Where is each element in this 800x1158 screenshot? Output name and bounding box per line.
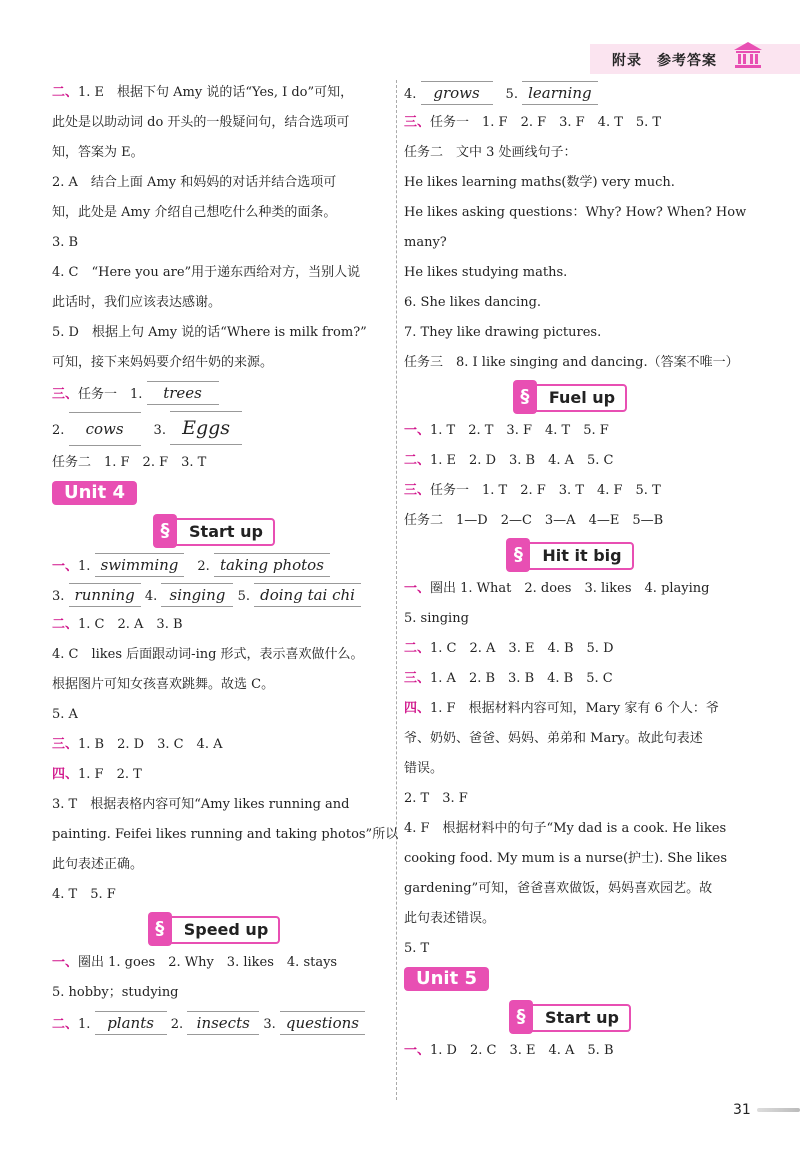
answer-line <box>404 664 744 694</box>
question-number: 三、 <box>52 737 79 752</box>
building-icon <box>732 40 764 70</box>
answer-text: 3. <box>259 1017 280 1032</box>
answer-line <box>404 476 744 506</box>
answer-text: 1. C 2. A 3. B <box>78 617 183 632</box>
answer-text: 任务二 文中 3 处画线句子： <box>404 145 577 160</box>
handwritten-answer: trees <box>147 378 219 408</box>
answer-text: 任务一 1. F 2. F 3. F 4. T 5. T <box>430 115 662 130</box>
handwritten-answer: Eggs <box>170 408 242 448</box>
answer-text: painting. Feifei likes running and taking photos”所以 <box>52 827 399 842</box>
answer-text: 4. <box>404 87 421 102</box>
answer-text: 5. D 根据上句 Amy 说的话“Where is milk from?” <box>52 325 367 340</box>
answer-line <box>52 640 384 670</box>
answer-text: 4. C likes 后面跟动词-ing 形式，表示喜欢做什么。 <box>52 647 364 662</box>
answer-line <box>404 874 744 904</box>
question-number: 三、 <box>404 671 431 686</box>
answer-line <box>404 694 744 724</box>
answer-text: 此句表述错误。 <box>404 911 496 926</box>
answer-line <box>52 378 384 408</box>
page-number-decoration <box>757 1108 800 1112</box>
handwritten-answer: learning <box>522 78 598 108</box>
answer-line <box>404 416 744 446</box>
unit-heading <box>52 478 384 512</box>
handwritten-answer: swimming <box>95 550 185 580</box>
answer-text: 3. T 根据表格内容可知“Amy likes running and <box>52 797 350 812</box>
section-heading <box>52 910 384 948</box>
handwritten-answer: taking photos <box>214 550 330 580</box>
answer-line <box>404 138 744 168</box>
answer-text: 2. <box>184 559 214 574</box>
question-number: 三、 <box>404 483 431 498</box>
answer-text: many? <box>404 235 447 250</box>
section-title-box <box>514 542 633 570</box>
section-title-box <box>517 1004 631 1032</box>
question-number: 一、 <box>404 423 431 438</box>
handwritten-answer: running <box>69 580 141 610</box>
answer-line <box>404 228 744 258</box>
answer-text: 2. T 3. F <box>404 791 468 806</box>
question-number: 一、 <box>52 559 79 574</box>
handwritten-answer: plants <box>95 1008 167 1038</box>
question-number: 一、 <box>404 1043 431 1058</box>
section-title: Hit it big <box>542 545 622 565</box>
answer-text: 7. They like drawing pictures. <box>404 325 602 340</box>
section-title-box <box>161 518 275 546</box>
answer-text: 3. <box>52 589 69 604</box>
answer-line <box>52 610 384 640</box>
answer-line <box>404 1036 744 1066</box>
answer-text: 任务三 8. I like singing and dancing.（答案不唯一） <box>404 355 739 370</box>
answer-text: 5. hobby；studying <box>52 985 179 1000</box>
answer-text: 5. singing <box>404 611 469 626</box>
answer-line <box>404 724 744 754</box>
header-title: 附录 参考答案 <box>612 53 717 69</box>
answer-text: 1. A 2. B 3. B 4. B 5. C <box>430 671 613 686</box>
answer-text: 此句表述正确。 <box>52 857 144 872</box>
answer-line <box>52 198 384 228</box>
answer-text: 1. F 2. T <box>78 767 142 782</box>
answer-text: 1. F 根据材料内容可知，Mary 家有 6 个人：爷 <box>430 701 719 716</box>
answer-line <box>52 820 399 850</box>
answer-line <box>52 408 384 448</box>
answer-line <box>404 904 744 934</box>
answer-text: 6. She likes dancing. <box>404 295 542 310</box>
section-title: Speed up <box>183 919 269 939</box>
answer-line <box>52 78 384 108</box>
answer-text: 此处是以助动词 do 开头的一般疑问句，结合选项可 <box>52 115 350 130</box>
answer-line <box>52 790 384 820</box>
section-title: Start up <box>189 521 263 541</box>
question-number: 二、 <box>404 641 431 656</box>
handwritten-answer: singing <box>161 580 233 610</box>
answer-line <box>52 168 384 198</box>
answer-line <box>404 348 744 378</box>
answer-line <box>404 814 744 844</box>
handwritten-answer: grows <box>421 78 493 108</box>
section-title: Fuel up <box>548 387 616 407</box>
answer-text: 1. E 根据下句 Amy 说的话“Yes, I do”可知， <box>78 85 354 100</box>
answer-text: 圈出 1. goes 2. Why 3. likes 4. stays <box>78 955 338 970</box>
answer-line <box>52 978 384 1008</box>
handwritten-answer: insects <box>187 1008 259 1038</box>
answer-text: He likes learning maths(数学) very much. <box>404 175 675 190</box>
answer-text: 任务一 1. <box>78 387 147 402</box>
page-number: 31 <box>733 1102 751 1118</box>
answer-line <box>404 108 744 138</box>
answer-line <box>52 850 384 880</box>
answer-text: 4. <box>140 589 162 604</box>
answer-text: 4. F 根据材料中的句子“My dad is a cook. He likes <box>404 821 727 836</box>
answer-line <box>52 348 384 378</box>
answer-text: 爷、奶奶、爸爸、妈妈、弟弟和 Mary。故此句表述 <box>404 731 703 746</box>
answer-text: 1. B 2. D 3. C 4. A <box>78 737 223 752</box>
answer-text: 1. T 2. T 3. F 4. T 5. F <box>430 423 609 438</box>
answer-text: 5. <box>492 87 523 102</box>
section-marker-icon: § <box>509 1000 533 1034</box>
answer-text: 3. <box>140 423 171 438</box>
question-number: 二、 <box>52 617 79 632</box>
answer-text: cooking food. My mum is a nurse(护士). She likes <box>404 851 728 866</box>
answer-line <box>404 934 744 964</box>
answer-line <box>52 948 384 978</box>
answer-line <box>52 258 384 288</box>
unit-badge: Unit 4 <box>52 481 137 505</box>
answer-text: He likes studying maths. <box>404 265 568 280</box>
left-column <box>52 78 399 1038</box>
answer-line <box>404 634 744 664</box>
answer-line <box>404 844 744 874</box>
answer-line <box>404 288 744 318</box>
answer-line <box>52 670 384 700</box>
section-marker-icon: § <box>513 380 537 414</box>
answer-text: 任务一 1. T 2. F 3. T 4. F 5. T <box>430 483 661 498</box>
question-number: 二、 <box>52 1017 79 1032</box>
answer-text: 任务二 1. F 2. F 3. T <box>52 455 207 470</box>
answer-line <box>404 258 744 288</box>
answer-text: 1. <box>78 559 95 574</box>
answer-line <box>52 448 384 478</box>
answer-text: 此话时，我们应该表达感谢。 <box>52 295 222 310</box>
answer-text: 5. T <box>404 941 430 956</box>
answer-text: gardening”可知，爸爸喜欢做饭，妈妈喜欢园艺。故 <box>404 881 713 896</box>
answer-text: 错误。 <box>404 761 444 776</box>
answer-line <box>404 78 744 108</box>
answer-line <box>404 506 744 536</box>
unit-heading <box>404 964 744 998</box>
answer-line <box>52 760 384 790</box>
answer-text: 4. T 5. F <box>52 887 116 902</box>
answer-text: 2. <box>52 423 69 438</box>
question-number: 一、 <box>404 581 431 596</box>
answer-line <box>52 108 384 138</box>
answer-line <box>404 604 744 634</box>
answer-line <box>52 318 384 348</box>
answer-line <box>52 550 384 580</box>
answer-line <box>52 288 384 318</box>
answer-line <box>404 784 744 814</box>
answer-text: 知，此处是 Amy 介绍自己想吃什么种类的面条。 <box>52 205 337 220</box>
section-heading <box>404 998 744 1036</box>
handwritten-answer: doing tai chi <box>254 580 361 610</box>
answer-text: 5. <box>233 589 255 604</box>
answer-line <box>52 580 384 610</box>
answer-text: 2. A 结合上面 Amy 和妈妈的对话并结合选项可 <box>52 175 337 190</box>
answer-text: 1. C 2. A 3. E 4. B 5. D <box>430 641 614 656</box>
answer-text: 3. B <box>52 235 79 250</box>
answer-line <box>52 730 384 760</box>
question-number: 一、 <box>52 955 79 970</box>
section-title-box <box>156 916 281 944</box>
answer-text: 圈出 1. What 2. does 3. likes 4. playing <box>430 581 710 596</box>
section-title-box <box>521 384 627 412</box>
answer-line <box>52 228 384 258</box>
unit-badge: Unit 5 <box>404 967 489 991</box>
section-heading <box>404 378 744 416</box>
question-number: 四、 <box>52 767 79 782</box>
answer-line <box>52 1008 384 1038</box>
answer-text: 可知，接下来妈妈要介绍牛奶的来源。 <box>52 355 274 370</box>
section-title: Start up <box>545 1007 619 1027</box>
answer-line <box>404 198 747 228</box>
question-number: 三、 <box>52 387 79 402</box>
answer-line <box>404 318 744 348</box>
right-column <box>404 78 747 1066</box>
handwritten-answer: cows <box>69 409 141 449</box>
handwritten-answer: questions <box>280 1008 365 1038</box>
answer-line <box>404 168 744 198</box>
answer-line <box>404 446 744 476</box>
question-number: 二、 <box>52 85 79 100</box>
answer-text: 根据图片可知女孩喜欢跳舞。故选 C。 <box>52 677 275 692</box>
answer-line <box>404 574 744 604</box>
answer-text: 1. D 2. C 3. E 4. A 5. B <box>430 1043 614 1058</box>
question-number: 二、 <box>404 453 431 468</box>
answer-text: 2. <box>166 1017 188 1032</box>
section-marker-icon: § <box>506 538 530 572</box>
section-heading <box>404 536 744 574</box>
answer-text: 1. <box>78 1017 95 1032</box>
answer-text: 4. C “Here you are”用于递东西给对方，当别人说 <box>52 265 361 280</box>
answer-text: He likes asking questions：Why? How? When? How <box>404 205 747 220</box>
answer-text: 1. E 2. D 3. B 4. A 5. C <box>430 453 614 468</box>
column-divider <box>396 80 397 1100</box>
answer-line <box>52 880 384 910</box>
answer-line <box>52 138 384 168</box>
question-number: 三、 <box>404 115 431 130</box>
question-number: 四、 <box>404 701 431 716</box>
answer-text: 任务二 1—D 2—C 3—A 4—E 5—B <box>404 513 664 528</box>
answer-line <box>52 700 384 730</box>
section-marker-icon: § <box>153 514 177 548</box>
answer-text: 知，答案为 E。 <box>52 145 144 160</box>
answer-text: 5. A <box>52 707 78 722</box>
answer-line <box>404 754 744 784</box>
section-heading <box>52 512 384 550</box>
section-marker-icon: § <box>148 912 172 946</box>
